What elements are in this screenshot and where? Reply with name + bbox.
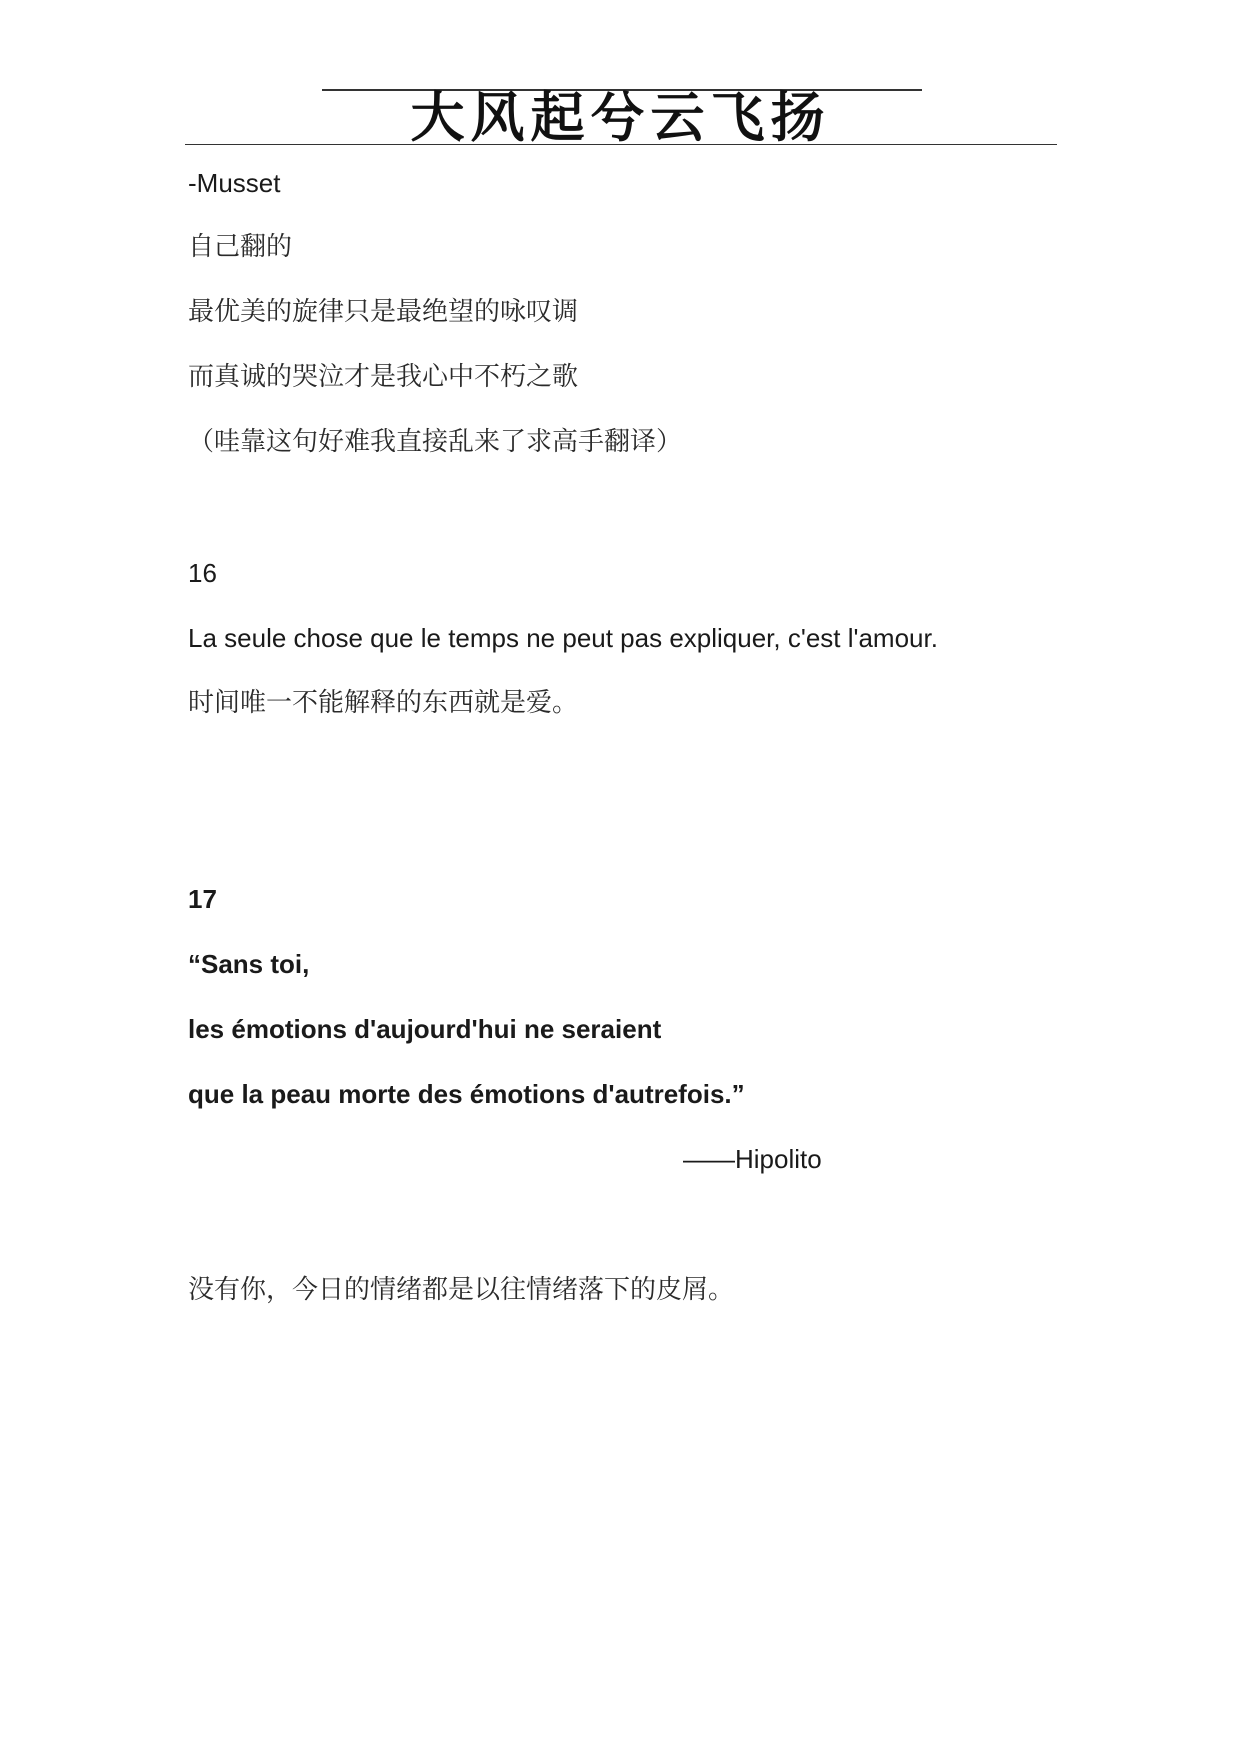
- entry-number-16: 16: [188, 558, 217, 588]
- zh-translation-17: 没有你，今日的情绪都是以往情绪落下的皮屑。: [188, 1275, 735, 1305]
- french-quote-17-line-1: “Sans toi,: [188, 949, 310, 979]
- zh-translation-16: 时间唯一不能解释的东西就是爱。: [188, 688, 579, 718]
- french-quote-17-line-3: que la peau morte des émotions d'autrefois.”: [188, 1079, 745, 1109]
- header-rule-bottom: [185, 144, 1057, 145]
- translator-remark: （哇靠这句好难我直接乱来了求高手翻译）: [188, 427, 683, 457]
- french-quote-17-line-2: les émotions d'aujourd'hui ne seraient: [188, 1014, 662, 1044]
- zh-translation-line-1: 最优美的旋律只是最绝望的咏叹调: [188, 297, 579, 327]
- quote-author-17: ——Hipolito: [683, 1144, 822, 1174]
- entry-number-17: 17: [188, 884, 217, 914]
- page-header-title: 大风起兮云飞扬: [410, 85, 831, 149]
- french-quote-16: La seule chose que le temps ne peut pas expliquer, c'est l'amour.: [188, 623, 938, 653]
- musset-credit: -Musset: [188, 168, 281, 198]
- self-translated-note: 自己翻的: [188, 232, 293, 262]
- zh-translation-line-2: 而真诚的哭泣才是我心中不朽之歌: [188, 362, 579, 392]
